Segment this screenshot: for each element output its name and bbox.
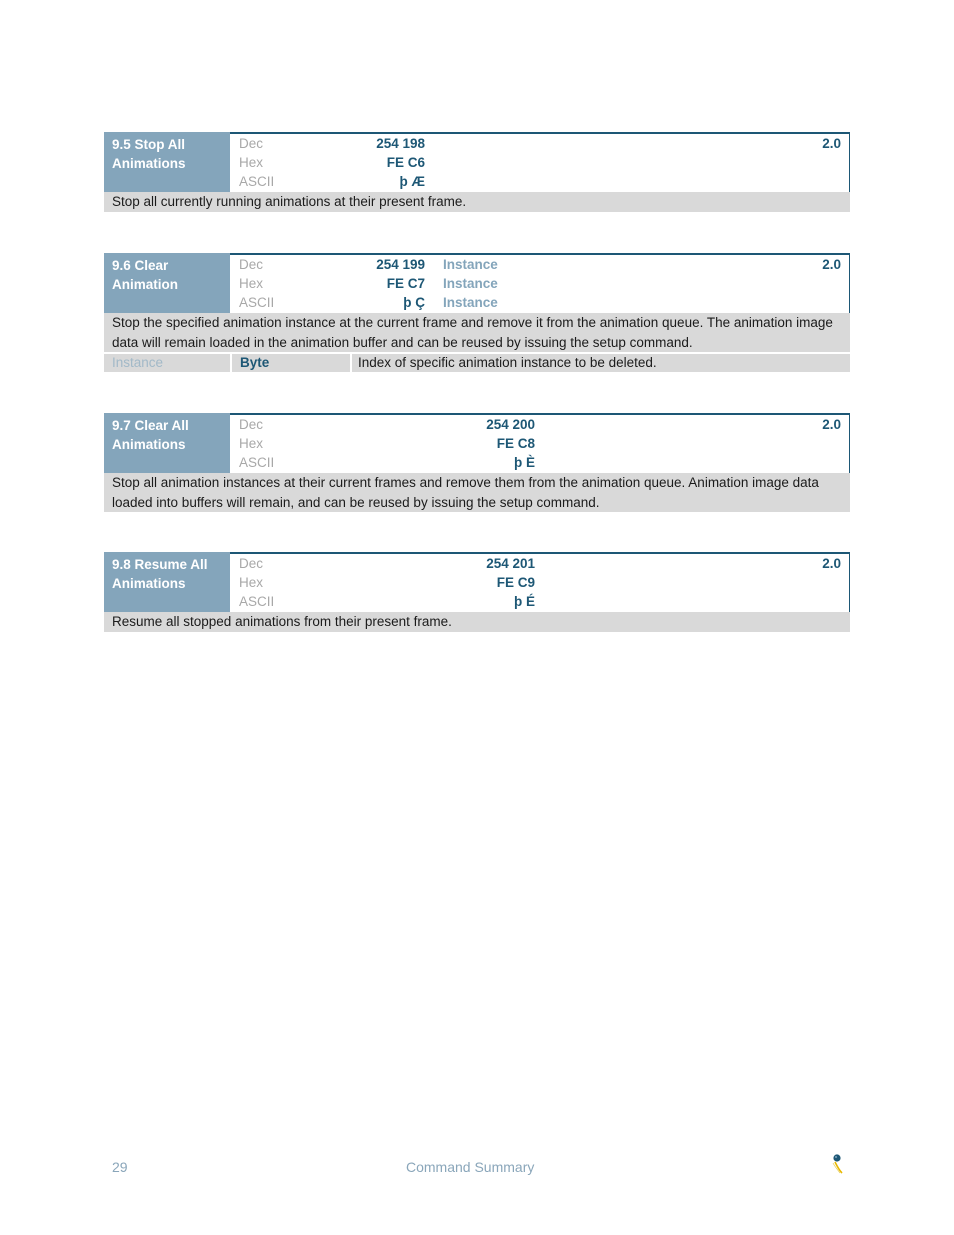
- ascii-value: þ Æ: [399, 174, 425, 189]
- command-codes: [230, 552, 850, 612]
- dec-label: Dec: [239, 417, 264, 432]
- command-description: Resume all stopped animations from their present frame.: [104, 612, 850, 632]
- command-codes: [230, 253, 850, 313]
- ascii-value: þ È: [513, 455, 535, 470]
- hex-label: Hex: [239, 436, 264, 451]
- hex-value: FE C6: [386, 155, 425, 170]
- parameter-description: Index of specific animation instance to be deleted.: [352, 354, 850, 372]
- version-number: 2.0: [822, 417, 841, 432]
- hex-value: FE C8: [496, 436, 535, 451]
- command-block-9-6: [104, 253, 850, 372]
- hex-label: Hex: [239, 155, 264, 170]
- command-title: 9.5 Stop All Animations: [104, 132, 230, 192]
- hex-label: Hex: [239, 575, 264, 590]
- command-description: Stop all currently running animations at their present frame.: [104, 192, 850, 212]
- hex-label: Hex: [239, 276, 264, 291]
- dec-value: 254 198: [376, 136, 425, 151]
- ascii-label: ASCII: [239, 594, 275, 609]
- dec-value: 254 199: [376, 257, 425, 272]
- matrix-orbital-logo-icon: [826, 1150, 848, 1174]
- dec-value: 254 201: [486, 556, 535, 571]
- command-description: Stop the specified animation instance at the current frame and remove it from the animation queue. The animation image data will remain loaded in the animation buffer and can be reused by issuing the setup command.: [104, 313, 850, 352]
- dec-label: Dec: [239, 556, 264, 571]
- version-number: 2.0: [822, 136, 841, 151]
- command-block-9-7: [104, 413, 850, 512]
- command-title: 9.6 Clear Animation: [104, 253, 230, 313]
- command-codes: [230, 132, 850, 192]
- ascii-label: ASCII: [239, 295, 275, 310]
- ascii-label: ASCII: [239, 455, 275, 470]
- command-title: 9.7 Clear All Animations: [104, 413, 230, 473]
- ascii-label: ASCII: [239, 174, 275, 189]
- parameter-type: Byte: [232, 354, 350, 372]
- version-number: 2.0: [822, 257, 841, 272]
- ascii-value: þ Ç: [403, 295, 425, 310]
- dec-label: Dec: [239, 136, 264, 151]
- dec-label: Dec: [239, 257, 264, 272]
- hex-value: FE C7: [386, 276, 425, 291]
- footer-title: Command Summary: [406, 1159, 535, 1175]
- command-block-9-5: [104, 132, 850, 212]
- parameter-name: Instance: [104, 354, 230, 372]
- parameter-row: [104, 354, 850, 372]
- hex-param: Instance: [443, 276, 498, 291]
- version-number: 2.0: [822, 556, 841, 571]
- command-title: 9.8 Resume All Animations: [104, 552, 230, 612]
- command-block-9-8: [104, 552, 850, 632]
- command-description: Stop all animation instances at their current frames and remove them from the animation queue. Animation image data loaded into buffers will remain, and can be reused by issuing the setup command.: [104, 473, 850, 512]
- ascii-param: Instance: [443, 295, 498, 310]
- dec-value: 254 200: [486, 417, 535, 432]
- ascii-value: þ É: [513, 594, 535, 609]
- dec-param: Instance: [443, 257, 498, 272]
- command-codes: [230, 413, 850, 473]
- page-number: 29: [112, 1159, 128, 1175]
- hex-value: FE C9: [496, 575, 535, 590]
